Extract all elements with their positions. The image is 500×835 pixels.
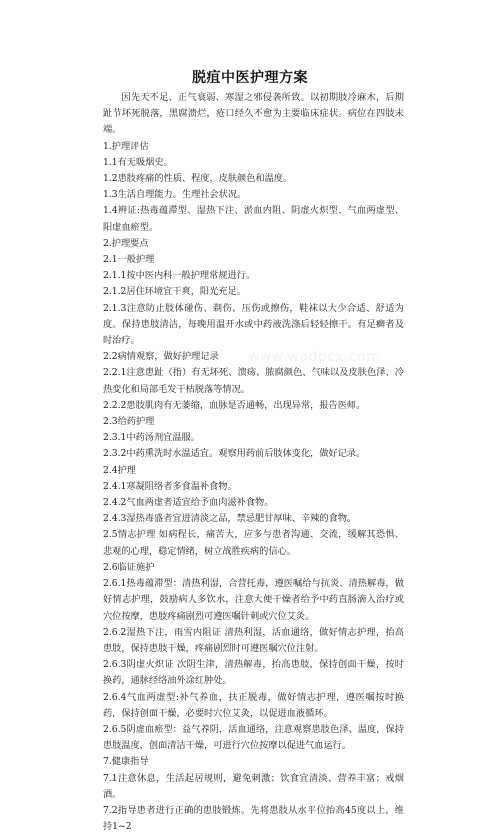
body-line: 2.2.2患肢肌肉有无萎缩，血脉是否通畅，出现异常，报告医师。	[103, 399, 366, 411]
subsection-heading: 2.3给药护理	[103, 416, 155, 428]
body-line: 2.5情志护理 如病程长，痛苦大，应多与患者沟通、交流，缓解其恐惧、悲观的心理，稳定情绪，树立战胜疾病的信心。	[103, 529, 404, 557]
document-body	[103, 90, 404, 835]
subsection-heading: 2.6临证施护	[103, 561, 155, 573]
body-line: 1.4辨证:热毒蕴滞型、湿热下注、淤血内阻、阴虚火炽型、气血两虚型、阳虚血瘀型。	[103, 205, 404, 233]
section-heading: 1.护理评估	[103, 140, 149, 152]
subsection-heading: 2.4护理	[103, 464, 136, 476]
body-line: 2.6.5阴虚血瘀型：益气养阴，活血通络，注意观察患肢色泽、温度，保持患肢温度，创面清洁干燥，可进行穴位按摩以促进气血运行。	[103, 723, 404, 752]
body-line: 2.6.2湿热下注，雨雪内阻证 清热利湿，活血通络，做好情志护理，抬高患肢，保持患肢干燥，疼痛剧烈时可遵医嘱穴位注射。	[103, 626, 404, 654]
section-heading: 7.健康指导	[103, 756, 149, 768]
body-line: 2.6.4气血两虚型:补气养血，扶正脱毒，做好情志护理，遵医嘱按时换药，保持创面干燥，必要时穴位艾灸，以促进血液循环。	[103, 691, 404, 719]
body-line: 2.4.3湿热毒盛者宜进清淡之品，禁忌肥甘厚味、辛辣的食物。	[103, 513, 357, 525]
body-line: 7.1注意休息，生活起居规则，避免刺激；饮食宜清淡、营养丰富；戒烟酒。	[103, 772, 404, 800]
body-line: 1.3生活自理能力。生理社会状况。	[103, 189, 247, 201]
body-line: 2.1.2居住环境宜干爽，阳光充足。	[103, 286, 246, 298]
subsection-heading: 2.2病情观察，做好护理记录	[103, 351, 219, 363]
body-line: 2.3.2中药熏洗时水温适宜。观察用药前后肢体变化，做好记录。	[103, 448, 366, 460]
body-line: 2.4.2气血两虚者适宜给予血肉滋补食物。	[103, 497, 274, 509]
subsection-heading: 2.1一般护理	[103, 254, 155, 266]
body-line: 2.6.3阴虚火炽证 次阴生津，清热解毒，抬高患肢，保持创面干燥，按时换药，通脉经络油外涂红肿处。	[103, 659, 404, 687]
body-line: 7.2指导患者进行正确的患肢锻炼。先将患肢从水平位抬高45度以上，维持1~2	[103, 804, 404, 833]
document-title: 脱疽中医护理方案	[192, 70, 308, 86]
intro-paragraph: 因先天不足、正气衰弱、寒湿之邪侵袭所致。以初期肢冷麻木，后期趾节坏死脱落，黑腐溃烂，疮口经久不愈为主要临床症状。病位在四肢末端。	[103, 92, 404, 136]
body-line: 2.1.3注意防止肢体碰伤、剃伤、压伤或擦伤，鞋袜以大少合适、舒适为度。保持患肢清洁，每晚用温开水或中药液洗涤后轻轻擦干。有足癣者及时治疗。	[103, 302, 404, 347]
body-line: 2.6.1热毒蕴滞型：清热利湿，合营托毒，遵医嘱给与抗炎、清热解毒，做好情志护理，鼓励病人多饮水，注意大便干燥者给予中药直肠滴入治疗或穴位按摩，患肢疼痛剧烈可遵医嘱针刺或穴位艾灸。	[103, 578, 404, 622]
body-line: 1.1有无吸烟史。	[103, 156, 173, 168]
section-heading: 2.护理要点	[103, 237, 149, 249]
body-line: 2.2.1注意患趾（指）有无坏死、溃疡、脓腐颜色、气味以及皮肤色泽、冷热变化和局部毛发干枯脱落等情况。	[103, 367, 404, 395]
body-line: 2.4.1寒凝阻络者多食温补食物。	[103, 480, 237, 492]
body-line: 1.2患肢疼痛的性质、程度，皮肤颜色和温度。	[103, 173, 293, 185]
body-line: 2.3.1中药汤剂宜温服。	[103, 432, 200, 444]
watermark: www.wodocx.com	[248, 349, 381, 365]
body-line: 2.1.1按中医内科一般护理常规进行。	[103, 270, 256, 282]
